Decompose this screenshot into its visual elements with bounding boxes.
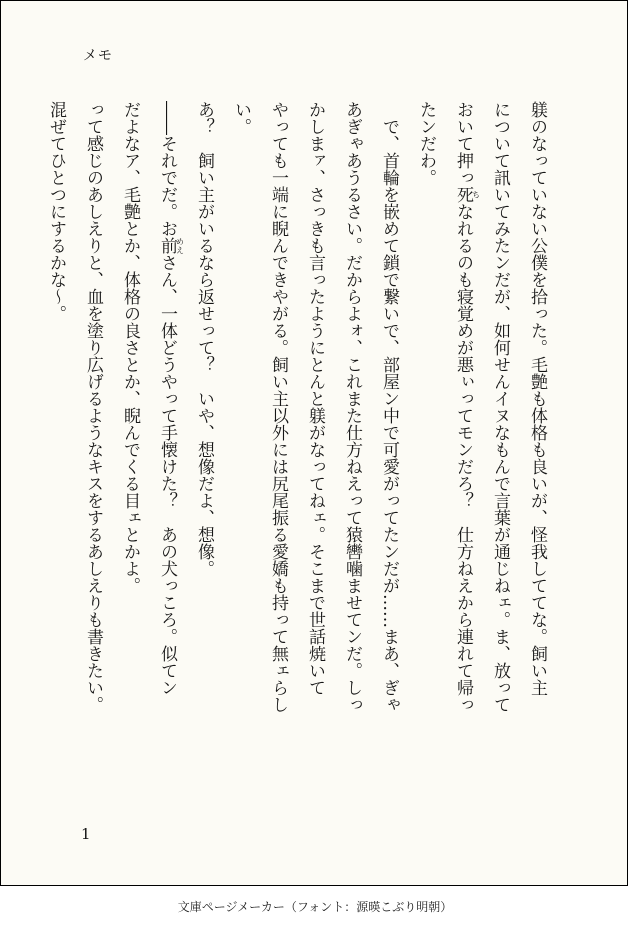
text-line: やっても一端に睨んできやがる。飼い主以外には尻尾振る愛嬌も持って無ェらし — [268, 101, 288, 713]
footer-credit: 文庫ページメーカー（フォント：源暎こぶり明朝） — [177, 900, 453, 914]
text-line: い。 — [231, 101, 251, 135]
text-line: について訊いてみたンだが、如何せんイヌなもんで言葉が通じねェ。ま、放って — [490, 101, 510, 713]
page-header: メモ — [83, 48, 113, 64]
text-line: おいて押っ死ちなれるのも寝覚めが悪ぃってモンだろ？ 仕方ねえから連れて帰っ — [453, 101, 481, 713]
text-line: あ？ 飼い主がいるなら返せって？ いや、想像だよ、想像。 — [194, 101, 214, 577]
text-line: 躾のなっていない公僕を拾った。毛艶も体格も良いが、怪我しててな。飼い主 — [527, 101, 547, 696]
page-number: 1 — [81, 825, 91, 843]
text-line: で、首輪を嵌めて鎖で繋いで、部屋ン中で可愛がってたンだが……まあ、ぎゃ — [379, 101, 399, 713]
vertical-body-text — [37, 101, 555, 836]
text-line: ――それでだ。お前めえさん、一体どうやって手懐けた？ あの犬っころ。似てン — [157, 101, 185, 696]
ruby-annotation: 前めえ — [157, 237, 185, 254]
text-line: 混ぜてひとつにするかな～。 — [46, 101, 66, 322]
ruby-annotation: 死ち — [453, 186, 481, 203]
text-line: って感じのあしえりと、血を塗り広げるようなキスをするあしえりも書きたい。 — [83, 101, 103, 713]
text-line: かしまァ、さっきも言ったようにとんと躾がなってねェ。そこまで世話焼いて — [305, 101, 325, 696]
text-line: だよなア、毛艶とか、体格の良さとか、睨んでくる目ェとかよ。 — [120, 101, 140, 594]
text-line: たンだわ。 — [416, 101, 436, 186]
text-line: あぎゃあうるさい。だからよォ、これまた仕方ねえって猿轡噛ませてンだ。しっ — [342, 101, 362, 713]
